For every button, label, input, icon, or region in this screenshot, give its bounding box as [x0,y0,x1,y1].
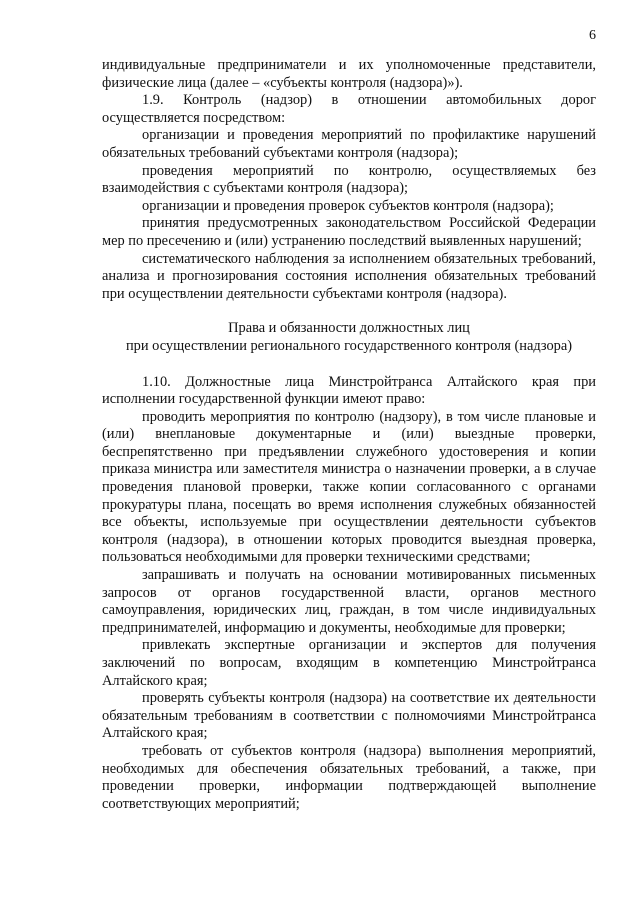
right-check-subjects: проверять субъекты контроля (надзора) на соответствие их деятельности обязательным требованиям в соответствии с полномочиями Минстройтранса Алтайского края; [102,690,596,742]
right-demand-measures: требовать от субъектов контроля (надзора) выполнения мероприятий, необходимых для обеспечения обязательных требований, а также, при проведении проверки, информации подтверждающей выполнение соответствующих мероприятий; [102,742,596,812]
right-conduct-inspections: проводить мероприятия по контролю (надзору), в том числе плановые и (или) внеплановые документарные и (или) выездные проверки, беспрепятственно при предъявлении служебного удостоверения и копии приказа министра или заместителя министра о назначении проверки, а в случае проведения плановой проверки, также копии согласованного с органами прокуратуры плана, посещать во время исполнения служебных обязанностей все объекты, используемые при осуществлении деятельности субъектов контроля (надзора), в отношении которых проводится выездная проверка, пользоваться необходимыми для проверки техническими средствами; [102,408,596,566]
right-involve-experts: привлекать экспертные организации и экспертов для получения заключений по вопросам, входящим в компетенцию Минстройтранса Алтайского края; [102,637,596,689]
list-item-prevention: организации и проведения мероприятий по профилактике нарушений обязательных требований субъектами контроля (надзора); [102,127,596,161]
paragraph-1-9: 1.9. Контроль (надзор) в отношении автомобильных дорог осуществляется посредством: [102,92,596,126]
list-item-measures: принятия предусмотренных законодательством Российской Федерации мер по пресечению и (или) устранению последствий выявленных нарушений; [102,215,596,249]
paragraph-1-10: 1.10. Должностные лица Минстройтранса Алтайского края при исполнении государственной функции имеют право: [102,373,596,408]
paragraph-continuation: индивидуальные предприниматели и их уполномоченные представители, физические лица (далее – «субъекты контроля (надзора)»). [102,57,596,91]
page-number: 6 [589,28,596,43]
section-heading [102,320,596,355]
list-item-monitoring: систематического наблюдения за исполнением обязательных требований, анализа и прогнозирования состояния исполнения обязательных требований при осуществлении деятельности субъектами контроля (надзора). [102,250,596,302]
document-body [102,57,596,813]
list-item-inspections: организации и проведения проверок субъектов контроля (надзора); [142,197,554,214]
section-heading-line-1: Права и обязанности должностных лиц [228,320,470,337]
section-heading-line-2: при осуществлении регионального государственного контроля (надзора) [125,337,573,354]
right-request-information: запрашивать и получать на основании мотивированных письменных запросов от органов государственной власти, органов местного самоуправления, юридических лиц, граждан, в том числе индивидуальных предпринимателей, информацию и документы, необходимые для проверки; [102,567,596,636]
list-item-control-without-interaction: проведения мероприятий по контролю, осуществляемых без взаимодействия с субъектами контроля (надзора); [102,162,596,197]
